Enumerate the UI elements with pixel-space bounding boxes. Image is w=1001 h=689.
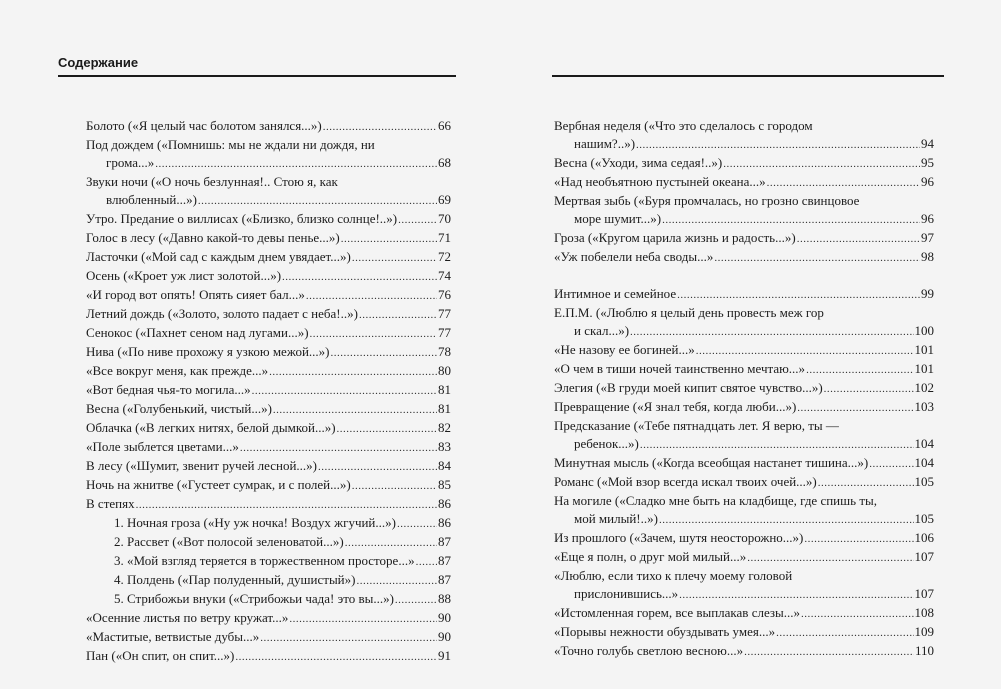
toc-page-number: 82 bbox=[438, 420, 451, 435]
toc-entry[interactable] bbox=[86, 609, 451, 628]
toc-entry[interactable] bbox=[554, 304, 934, 341]
toc-entry-title: Звуки ночи («О ночь безлунная!.. Стою я, как bbox=[86, 174, 338, 189]
dot-leader bbox=[273, 401, 437, 419]
dot-leader bbox=[269, 363, 437, 381]
toc-page-number: 103 bbox=[914, 399, 934, 414]
toc-entry-title: «Все вокруг меня, как прежде...» bbox=[86, 363, 269, 378]
toc-page-number: 96 bbox=[921, 211, 934, 226]
toc-page-number: 110 bbox=[914, 643, 934, 658]
dot-leader bbox=[797, 230, 920, 248]
toc-entry[interactable] bbox=[86, 400, 451, 419]
toc-page-number: 109 bbox=[914, 624, 934, 639]
toc-page-number: 88 bbox=[438, 591, 451, 606]
toc-entry[interactable] bbox=[86, 419, 451, 438]
toc-entry[interactable] bbox=[554, 341, 934, 360]
toc-entry-title: В лесу («Шумит, звенит ручей лесной...») bbox=[86, 458, 318, 473]
dot-leader bbox=[416, 553, 437, 571]
toc-entry-title: «Еще я полн, о друг мой милый...» bbox=[554, 549, 747, 564]
dot-leader bbox=[395, 591, 437, 609]
toc-entry-title: Минутная мысль («Когда всеобщая настанет тишина...») bbox=[554, 455, 869, 470]
dot-leader bbox=[797, 399, 913, 417]
toc-page-number: 96 bbox=[921, 174, 934, 189]
toc-entry-title: В степях bbox=[86, 496, 135, 511]
toc-entry[interactable] bbox=[86, 571, 451, 590]
toc-entry-title: мой милый!..») bbox=[574, 511, 658, 526]
toc-page-number: 87 bbox=[438, 553, 451, 568]
toc-entry-title: Романс («Мой взор всегда искал твоих очей...») bbox=[554, 474, 817, 489]
toc-page-number: 81 bbox=[438, 382, 451, 397]
dot-leader bbox=[696, 342, 914, 360]
toc-entry-title: 5. Стрибожьи внуки («Стрибожьи чада! это вы...») bbox=[114, 591, 394, 606]
dot-leader bbox=[776, 624, 913, 642]
toc-entry[interactable] bbox=[554, 379, 934, 398]
toc-entry-title: Осень («Кроет уж лист золотой...») bbox=[86, 268, 282, 283]
dot-leader bbox=[359, 306, 437, 324]
toc-entry[interactable] bbox=[554, 248, 934, 267]
dot-leader bbox=[744, 643, 914, 661]
toc-entry[interactable] bbox=[554, 642, 934, 661]
toc-entry-title: Под дождем («Помнишь: мы не ждали ни дождя, ни bbox=[86, 137, 375, 152]
toc-page-number: 99 bbox=[921, 286, 934, 301]
toc-entry-title: грома...» bbox=[106, 155, 155, 170]
toc-entry[interactable] bbox=[554, 548, 934, 567]
toc-entry-title: Вербная неделя («Что это сделалось с городом bbox=[554, 118, 813, 133]
toc-entry-title: «Порывы нежности обуздывать умея...» bbox=[554, 624, 776, 639]
toc-entry[interactable] bbox=[86, 248, 451, 267]
toc-page-number: 77 bbox=[438, 325, 451, 340]
toc-page-number: 83 bbox=[438, 439, 451, 454]
toc-page-number: 97 bbox=[921, 230, 934, 245]
dot-leader bbox=[282, 268, 437, 286]
toc-entry-title: Е.П.М. («Люблю я целый день провесть меж гор bbox=[554, 305, 824, 320]
toc-entry-title: Из прошлого («Зачем, шутя неосторожно...») bbox=[554, 530, 804, 545]
toc-entry[interactable] bbox=[86, 533, 451, 552]
dot-leader bbox=[155, 155, 437, 173]
toc-entry[interactable] bbox=[554, 623, 934, 642]
toc-entry[interactable] bbox=[86, 286, 451, 305]
dot-leader bbox=[636, 136, 920, 154]
toc-entry-title: Элегия («В груди моей кипит святое чувство...») bbox=[554, 380, 823, 395]
toc-entry[interactable] bbox=[86, 324, 451, 343]
toc-entry[interactable] bbox=[86, 495, 451, 514]
dot-leader bbox=[677, 286, 920, 304]
toc-page-number: 100 bbox=[914, 323, 934, 338]
dot-leader bbox=[804, 530, 913, 548]
toc-entry[interactable] bbox=[554, 360, 934, 379]
toc-page-number: 69 bbox=[438, 192, 451, 207]
toc-entry-title: ребенок...») bbox=[574, 436, 639, 451]
toc-entry[interactable] bbox=[86, 305, 451, 324]
dot-leader bbox=[345, 534, 437, 552]
toc-page-number: 81 bbox=[438, 401, 451, 416]
toc-page-number: 78 bbox=[438, 344, 451, 359]
toc-page-number: 105 bbox=[914, 511, 934, 526]
dot-leader bbox=[341, 230, 437, 248]
toc-entry-title: «Уж побелели неба своды...» bbox=[554, 249, 714, 264]
toc-page-number: 74 bbox=[438, 268, 451, 283]
dot-leader bbox=[323, 118, 437, 136]
toc-page-number: 90 bbox=[438, 629, 451, 644]
toc-entry[interactable] bbox=[554, 529, 934, 548]
toc-entry-title: 1. Ночная гроза («Ну уж ночка! Воздух жгучий...») bbox=[114, 515, 396, 530]
toc-entry[interactable] bbox=[86, 136, 451, 173]
dot-leader bbox=[240, 439, 437, 457]
toc-entry[interactable] bbox=[86, 438, 451, 457]
toc-entry[interactable] bbox=[86, 117, 451, 136]
toc-entry[interactable] bbox=[554, 473, 934, 492]
toc-entry-title: «Истомленная горем, все выплакав слезы...» bbox=[554, 605, 801, 620]
toc-entry-title: Гроза («Кругом царила жизнь и радость...») bbox=[554, 230, 796, 245]
toc-page-number: 72 bbox=[438, 249, 451, 264]
dot-leader bbox=[252, 382, 437, 400]
toc-page-number: 102 bbox=[914, 380, 934, 395]
toc-right-column bbox=[554, 117, 934, 661]
dot-leader bbox=[818, 474, 914, 492]
toc-entry-title: Интимное и семейное bbox=[554, 286, 677, 301]
dot-leader bbox=[352, 249, 437, 267]
dot-leader bbox=[318, 458, 437, 476]
header-rule-right bbox=[552, 75, 944, 77]
toc-entry-title: «О чем в тиши ночей таинственно мечтаю...» bbox=[554, 361, 806, 376]
section-spacer bbox=[554, 267, 934, 285]
toc-entry[interactable] bbox=[554, 567, 934, 604]
toc-entry-title: 4. Полдень («Пар полуденный, душистый») bbox=[114, 572, 356, 587]
toc-left-column bbox=[86, 117, 451, 666]
toc-entry-title: нашим?..») bbox=[574, 136, 636, 151]
toc-entry-title: «Точно голубь светлою весною...» bbox=[554, 643, 744, 658]
dot-leader bbox=[824, 380, 914, 398]
dot-leader bbox=[356, 572, 437, 590]
toc-page-number: 66 bbox=[438, 118, 451, 133]
toc-entry-title: «Над необъятною пустыней океана...» bbox=[554, 174, 766, 189]
dot-leader bbox=[662, 211, 920, 229]
toc-page-number: 94 bbox=[921, 136, 934, 151]
toc-page-number: 76 bbox=[438, 287, 451, 302]
toc-page-number: 87 bbox=[438, 572, 451, 587]
toc-entry[interactable] bbox=[86, 552, 451, 571]
toc-page-number: 70 bbox=[438, 211, 451, 226]
dot-leader bbox=[640, 436, 914, 454]
toc-entry-title: «Поле зыблется цветами...» bbox=[86, 439, 239, 454]
dot-leader bbox=[331, 344, 437, 362]
dot-leader bbox=[235, 648, 437, 666]
toc-entry[interactable] bbox=[86, 628, 451, 647]
toc-entry[interactable] bbox=[86, 647, 451, 666]
toc-page-number: 104 bbox=[914, 455, 934, 470]
toc-page-number: 80 bbox=[438, 363, 451, 378]
dot-leader bbox=[310, 325, 437, 343]
dot-leader bbox=[806, 361, 913, 379]
toc-page-number: 71 bbox=[438, 230, 451, 245]
toc-page-number: 101 bbox=[914, 361, 934, 376]
dot-leader bbox=[714, 249, 920, 267]
toc-page-number: 77 bbox=[438, 306, 451, 321]
toc-entry-title: Ласточки («Мой сад с каждым днем увядает...») bbox=[86, 249, 351, 264]
toc-page-number: 108 bbox=[914, 605, 934, 620]
toc-page-number: 86 bbox=[438, 515, 451, 530]
dot-leader bbox=[723, 155, 920, 173]
toc-entry-title: Облачка («В легких нитях, белой дымкой...») bbox=[86, 420, 336, 435]
toc-entry-title: Весна («Голубенький, чистый...») bbox=[86, 401, 272, 416]
dot-leader bbox=[801, 605, 913, 623]
toc-page-number: 105 bbox=[914, 474, 934, 489]
dot-leader bbox=[198, 192, 437, 210]
toc-entry-title: На могиле («Сладко мне быть на кладбище, где спишь ты, bbox=[554, 493, 877, 508]
dot-leader bbox=[260, 629, 437, 647]
toc-page-number: 107 bbox=[914, 549, 934, 564]
toc-entry-title: «Осенние листья по ветру кружат...» bbox=[86, 610, 289, 625]
toc-entry[interactable] bbox=[554, 454, 934, 473]
toc-entry-title: Ночь на жнитве («Густеет сумрак, и с полей...») bbox=[86, 477, 351, 492]
toc-page-number: 98 bbox=[921, 249, 934, 264]
toc-entry-title: Мертвая зыбь («Буря промчалась, но грозно свинцовое bbox=[554, 193, 860, 208]
toc-entry-title: 2. Рассвет («Вот полосой зеленоватой...») bbox=[114, 534, 344, 549]
toc-page-number: 106 bbox=[914, 530, 934, 545]
dot-leader bbox=[136, 496, 437, 514]
dot-leader bbox=[352, 477, 437, 495]
dot-leader bbox=[306, 287, 437, 305]
header-rule-left bbox=[58, 75, 456, 77]
toc-entry-title: Летний дождь («Золото, золото падает с неба!..») bbox=[86, 306, 358, 321]
section-title: Содержание bbox=[58, 55, 139, 70]
dot-leader bbox=[397, 515, 437, 533]
dot-leader bbox=[869, 455, 913, 473]
dot-leader bbox=[630, 323, 913, 341]
toc-page-number: 86 bbox=[438, 496, 451, 511]
toc-entry-title: «Люблю, если тихо к плечу моему головой bbox=[554, 568, 793, 583]
toc-entry[interactable] bbox=[86, 457, 451, 476]
toc-entry[interactable] bbox=[86, 476, 451, 495]
toc-entry-title: влюбленный...») bbox=[106, 192, 197, 207]
toc-page-number: 87 bbox=[438, 534, 451, 549]
toc-entry[interactable] bbox=[554, 117, 934, 154]
toc-entry-title: и скал...») bbox=[574, 323, 630, 338]
toc-entry-title: Болото («Я целый час болотом занялся...») bbox=[86, 118, 322, 133]
toc-entry[interactable] bbox=[86, 514, 451, 533]
dot-leader bbox=[398, 211, 437, 229]
toc-entry-title: Пан («Он спит, он спит...») bbox=[86, 648, 235, 663]
toc-entry[interactable] bbox=[554, 285, 934, 304]
toc-entry[interactable] bbox=[86, 343, 451, 362]
toc-page-number: 107 bbox=[914, 586, 934, 601]
toc-entry-title: Сенокос («Пахнет сеном над лугами...») bbox=[86, 325, 309, 340]
toc-entry[interactable] bbox=[554, 154, 934, 173]
dot-leader bbox=[289, 610, 437, 628]
toc-entry-title: Весна («Уходи, зима седая!..») bbox=[554, 155, 723, 170]
toc-entry[interactable] bbox=[554, 398, 934, 417]
toc-page-number: 90 bbox=[438, 610, 451, 625]
toc-entry[interactable] bbox=[554, 229, 934, 248]
dot-leader bbox=[747, 549, 913, 567]
toc-page-number: 91 bbox=[438, 648, 451, 663]
toc-entry-title: Утро. Предание о виллисах («Близко, близко солнце!..») bbox=[86, 211, 398, 226]
toc-entry-title: море шумит...») bbox=[574, 211, 662, 226]
toc-page-number: 95 bbox=[921, 155, 934, 170]
toc-entry[interactable] bbox=[554, 604, 934, 623]
toc-entry-title: Превращение («Я знал тебя, когда люби...») bbox=[554, 399, 797, 414]
toc-page-number: 101 bbox=[914, 342, 934, 357]
toc-entry-title: Голос в лесу («Давно какой-то девы пенье...») bbox=[86, 230, 340, 245]
dot-leader bbox=[679, 586, 913, 604]
toc-entry-title: «И город вот опять! Опять сияет бал...» bbox=[86, 287, 305, 302]
toc-entry[interactable] bbox=[86, 210, 451, 229]
toc-entry[interactable] bbox=[86, 590, 451, 609]
toc-entry-title: «Не назову ее богиней...» bbox=[554, 342, 695, 357]
toc-entry[interactable] bbox=[86, 173, 451, 210]
toc-entry[interactable] bbox=[554, 492, 934, 529]
dot-leader bbox=[337, 420, 437, 438]
toc-entry[interactable] bbox=[86, 229, 451, 248]
toc-entry-title: прислонившись...» bbox=[574, 586, 679, 601]
toc-entry[interactable] bbox=[554, 173, 934, 192]
toc-page-number: 84 bbox=[438, 458, 451, 473]
toc-entry[interactable] bbox=[86, 381, 451, 400]
toc-entry[interactable] bbox=[86, 267, 451, 286]
dot-leader bbox=[659, 511, 914, 529]
toc-entry[interactable] bbox=[554, 417, 934, 454]
dot-leader bbox=[767, 174, 920, 192]
toc-entry[interactable] bbox=[86, 362, 451, 381]
toc-entry-title: Нива («По ниве прохожу я узкою межой...») bbox=[86, 344, 330, 359]
toc-entry-title: «Вот бедная чья-то могила...» bbox=[86, 382, 251, 397]
toc-entry-title: Предсказание («Тебе пятнадцать лет. Я верю, ты — bbox=[554, 418, 839, 433]
toc-page-number: 68 bbox=[438, 155, 451, 170]
toc-entry-title: «Маститые, ветвистые дубы...» bbox=[86, 629, 260, 644]
toc-page-number: 85 bbox=[438, 477, 451, 492]
toc-page-number: 104 bbox=[914, 436, 934, 451]
toc-entry-title: 3. «Мой взгляд теряется в торжественном просторе...» bbox=[114, 553, 415, 568]
toc-entry[interactable] bbox=[554, 192, 934, 229]
